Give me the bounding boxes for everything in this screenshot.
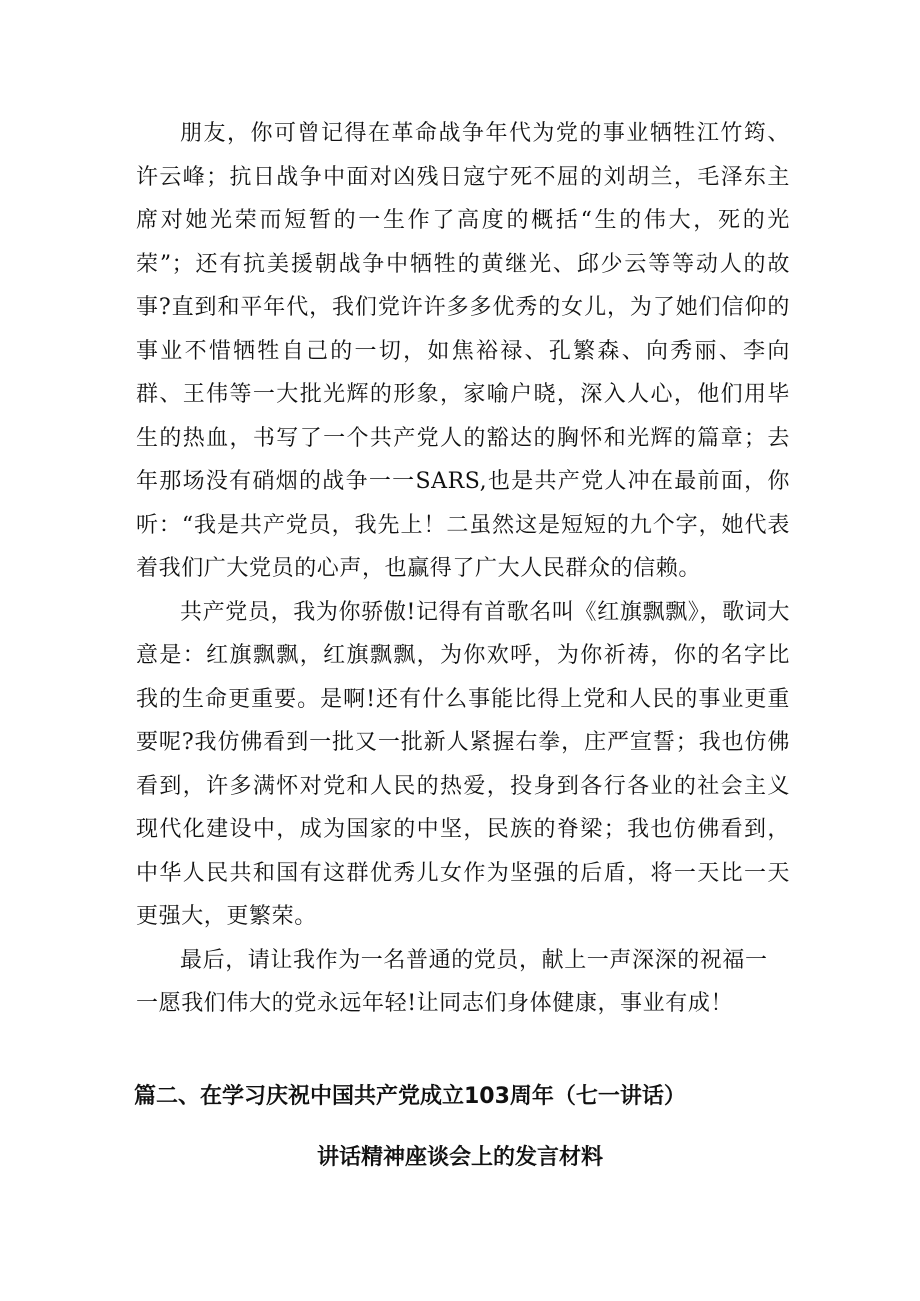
section-subheading: 讲话精神座谈会上的发言材料 [316, 1145, 603, 1170]
body-text [136, 112, 790, 1026]
paragraph-2: 共产党员，我为你骄傲!记得有首歌名叫《红旗飘飘》，歌词大意是：红旗飘飘，红旗飘飘，为你欢呼，为你祈祷，你的名字比我的生命更重要。是啊!还有什么事能比得上党和人民的事业更重要呢?我仿佛看到一批又一批新人紧握右拳，庄严宣誓；我也仿佛看到，许多满怀对党和人民的热爱，投身到各行各业的社会主义现代化建设中，成为国家的中坚，民族的脊梁；我也仿佛看到，中华人民共和国有这群优秀儿女作为坚强的后盾，将一天比一天更强大，更繁荣。 [136, 599, 790, 929]
section-heading: 篇二、在学习庆祝中国共产党成立103周年（七一讲话） [134, 1084, 686, 1109]
paragraph-1: 朋友，你可曾记得在革命战争年代为党的事业牺牲江竹筠、许云峰；抗日战争中面对凶残日寇宁死不屈的刘胡兰，毛泽东主席对她光荣而短暂的一生作了高度的概括“生的伟大，死的光荣”；还有抗美援朝战争中牺牲的黄继光、邱少云等等动人的故事?直到和平年代，我们党许许多多优秀的女儿，为了她们信仰的事业不惜牺牲自己的一切，如焦裕禄、孔繁森、向秀丽、李向群、王伟等一大批光辉的形象，家喻户晓，深入人心，他们用毕生的热血，书写了一个共产党人的豁达的胸怀和光辉的篇章；去年那场没有硝烟的战争一一SARS,也是共产党人冲在最前面，你听：“我是共产党员，我先上！二虽然这是短短的九个字，她代表着我们广大党员的心声，也赢得了广大人民群众的信赖。 [136, 121, 790, 581]
paragraph-3: 最后，请让我作为一名普通的党员，献上一声深深的祝福一一愿我们伟大的党永远年轻!让同志们身体健康，事业有成！ [136, 947, 768, 1016]
